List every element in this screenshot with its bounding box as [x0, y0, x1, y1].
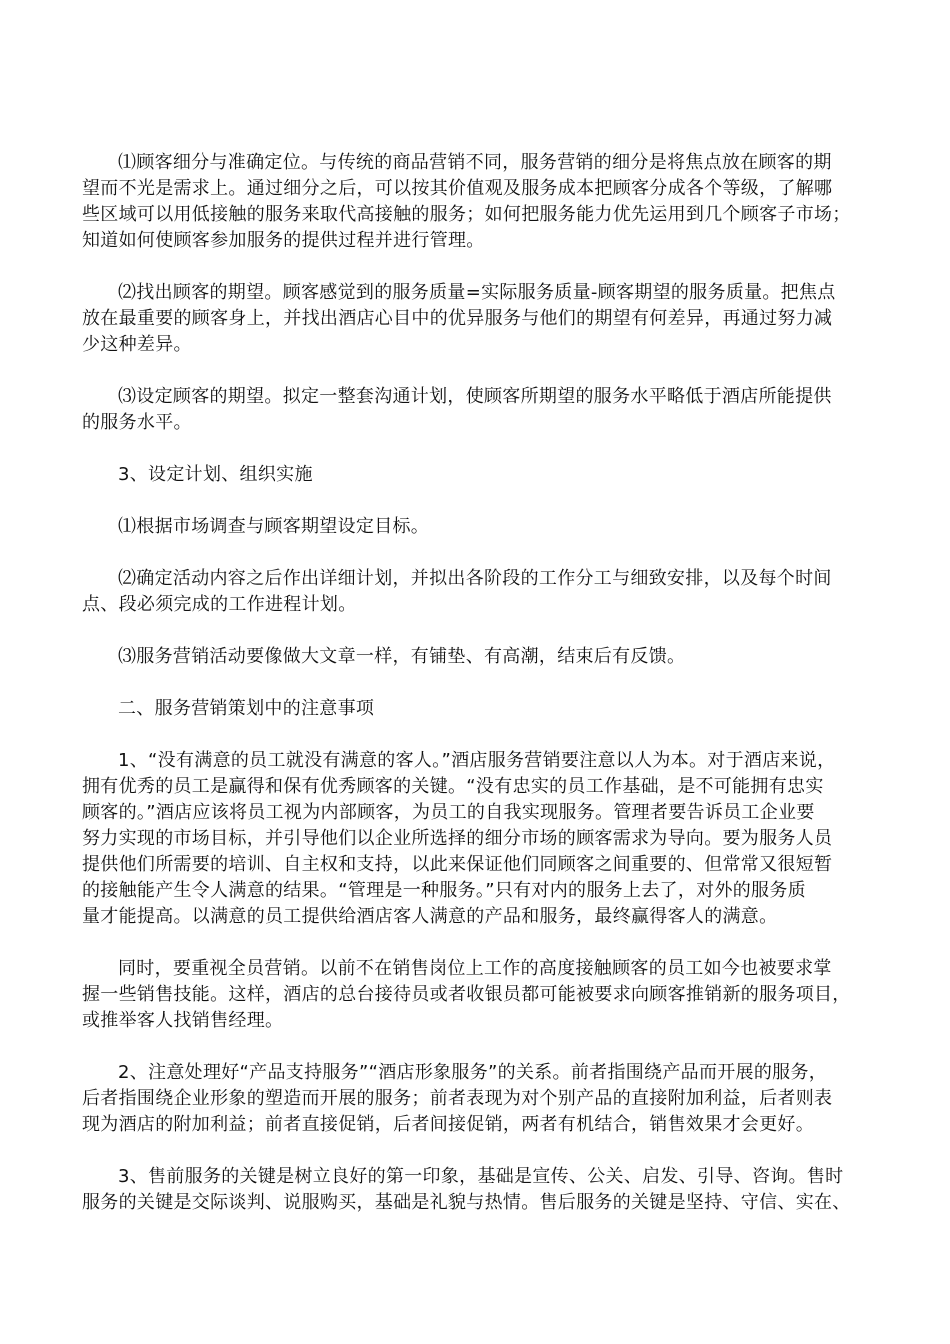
paragraph: [82, 1060, 882, 1138]
text-line: 同时，要重视全员营销。以前不在销售岗位上工作的高度接触顾客的员工如今也被要求掌: [118, 958, 832, 979]
text-line: ⑶设定顾客的期望。拟定一整套沟通计划，使顾客所期望的服务水平略低于酒店所能提供: [118, 386, 832, 407]
paragraph: [82, 514, 882, 540]
paragraph: [82, 644, 882, 670]
text-line: 现为酒店的附加利益；前者直接促销，后者间接促销，两者有机结合，销售效果才会更好。: [82, 1114, 814, 1135]
text-line: 的接触能产生令人满意的结果。“管理是一种服务。”只有对内的服务上去了，对外的服务质: [82, 880, 806, 901]
text-line: 量才能提高。以满意的员工提供给酒店客人满意的产品和服务，最终赢得客人的满意。: [82, 906, 778, 927]
paragraph: [82, 384, 882, 436]
text-line: 或推举客人找销售经理。: [82, 1010, 284, 1031]
text-line: 努力实现的市场目标，并引导他们以企业所选择的细分市场的顾客需求为导向。要为服务人员: [82, 828, 833, 849]
text-line: 3、设定计划、组织实施: [118, 464, 313, 485]
text-line: 服务的关键是交际谈判、说服购买，基础是礼貌与热情。售后服务的关键是坚持、守信、实在、: [82, 1192, 851, 1213]
text-line: ⑶服务营销活动要像做大文章一样，有铺垫、有高潮，结束后有反馈。: [118, 646, 686, 667]
text-line: 提供他们所需要的培训、自主权和支持，以此来保证他们同顾客之间重要的、但常常又很短暂: [82, 854, 833, 875]
text-line: ⑴顾客细分与准确定位。与传统的商品营销不同，服务营销的细分是将焦点放在顾客的期: [118, 152, 832, 173]
paragraph: [82, 566, 882, 618]
text-line: 二、服务营销策划中的注意事项: [118, 698, 375, 719]
text-line: 知道如何使顾客参加服务的提供过程并进行管理。: [82, 230, 485, 251]
text-line: 顾客的。”酒店应该将员工视为内部顾客，为员工的自我实现服务。管理者要告诉员工企业要: [82, 802, 815, 823]
paragraph: [82, 462, 882, 488]
text-line: ⑵找出顾客的期望。顾客感觉到的服务质量=实际服务质量-顾客期望的服务质量。把焦点: [118, 282, 836, 303]
paragraph: [82, 150, 882, 254]
text-line: ⑵确定活动内容之后作出详细计划，并拟出各阶段的工作分工与细致安排，以及每个时间: [118, 568, 832, 589]
text-line: 拥有优秀的员工是赢得和保有优秀顾客的关键。“没有忠实的员工作基础，是不可能拥有忠实: [82, 776, 824, 797]
text-line: 后者指围绕企业形象的塑造而开展的服务；前者表现为对个别产品的直接附加利益，后者则表: [82, 1088, 833, 1109]
text-line: 2、注意处理好“产品支持服务”“酒店形象服务”的关系。前者指围绕产品而开展的服务，: [118, 1062, 828, 1083]
text-line: 3、售前服务的关键是树立良好的第一印象，基础是宣传、公关、启发、引导、咨询。售时: [118, 1166, 844, 1187]
paragraph: [82, 280, 882, 358]
text-line: 少这种差异。: [82, 334, 192, 355]
paragraph: [82, 696, 882, 722]
paragraph: [82, 1164, 882, 1216]
text-line: ⑴根据市场调查与顾客期望设定目标。: [118, 516, 430, 537]
text-line: 些区域可以用低接触的服务来取代高接触的服务；如何把服务能力优先运用到几个顾客子市场；: [82, 204, 851, 225]
text-line: 点、段必须完成的工作进程计划。: [82, 594, 357, 615]
text-line: 望而不光是需求上。通过细分之后，可以按其价值观及服务成本把顾客分成各个等级，了解哪: [82, 178, 833, 199]
text-line: 放在最重要的顾客身上，并找出酒店心目中的优异服务与他们的期望有何差异，再通过努力减: [82, 308, 833, 329]
text-line: 1、“没有满意的员工就没有满意的客人。”酒店服务营销要注意以人为本。对于酒店来说，: [118, 750, 836, 771]
text-line: 的服务水平。: [82, 412, 192, 433]
text-line: 握一些销售技能。这样，酒店的总台接待员或者收银员都可能被要求向顾客推销新的服务项目，: [82, 984, 851, 1005]
paragraph: [82, 956, 882, 1034]
paragraph: [82, 748, 882, 930]
document-body: [82, 150, 882, 1242]
